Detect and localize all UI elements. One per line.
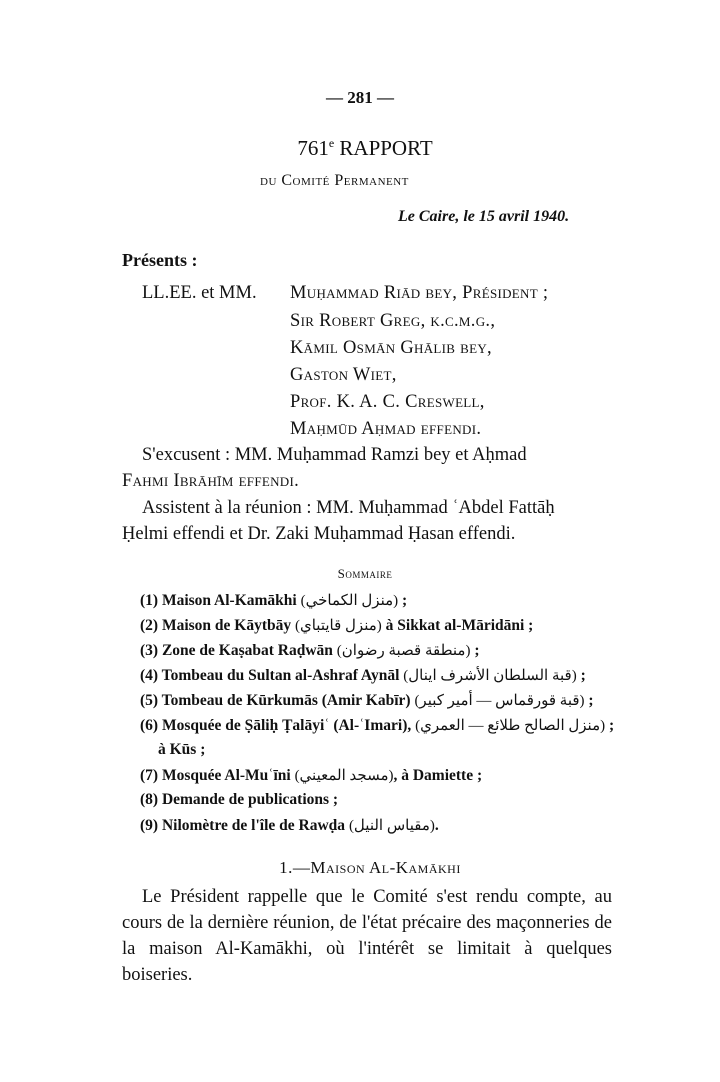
excused-line-1: S'excusent : MM. Muḥammad Ramzi bey et Aḥmad: [142, 445, 527, 465]
sommaire-item: (3) Zone de Kaṣabat Raḍwān (منطقة قصبة رضوان) ;: [140, 642, 480, 659]
sommaire-item: (5) Tombeau de Kūrkumās (Amir Kabīr) (قبة قورقماس — أمير كبير) ;: [140, 692, 594, 709]
attendee-line: Prof. K. A. C. Creswell,: [290, 392, 485, 412]
sommaire-item: (4) Tombeau du Sultan al-Ashraf Aynāl (قبة السلطان الأشرف اينال) ;: [140, 667, 586, 684]
attendee-line: Maḥmūd Aḥmad effendi.: [290, 419, 482, 439]
sommaire-heading: Sommaire: [337, 566, 393, 581]
page-number: — 281 —: [326, 88, 394, 107]
report-title-word: RAPPORT: [339, 136, 433, 160]
assistants-line-2: Ḥelmi effendi et Dr. Zaki Muḥammad Ḥasan effendi.: [122, 524, 516, 544]
report-number: 761: [297, 136, 329, 160]
section-heading: 1.—Maison Al-Kamākhi: [279, 858, 461, 877]
assistants-line-1: Assistent à la réunion : MM. Muḥammad ʿAbdel Fattāḥ: [142, 498, 555, 518]
attendee-line: Muḥammad Riād bey, Président ;: [290, 283, 549, 303]
sommaire-item: (8) Demande de publications ;: [140, 791, 339, 808]
sommaire-item: (6) Mosquée de Ṣāliḥ Ṭalāyiʿ (Al-ʿImari), (منزل الصالح طلائع — العمري) ;: [140, 717, 615, 734]
attendees-prefix: LL.EE. et MM.: [142, 283, 257, 303]
body-paragraph: Le Président rappelle que le Comité s'est rendu compte, au cours de la dernière réunion, de l'état précaire des maçonneries de la maison Al-Kamākhi, où l'intérêt se limitait à quelques boiseries.: [122, 887, 612, 985]
sommaire-item: (2) Maison de Kāytbāy (منزل قايتباي) à Sikkat al-Māridāni ;: [140, 617, 534, 634]
report-subtitle: du Comité Permanent: [260, 172, 409, 189]
report-title: [0, 136, 720, 161]
report-number-superscript: e: [328, 136, 335, 150]
excused-line-2: Fahmi Ibrāhīm effendi.: [122, 471, 300, 491]
attendee-line: Gaston Wiet,: [290, 365, 397, 385]
sommaire-item: (7) Mosquée Al-Muʿīni (مسجد المعيني), à Damiette ;: [140, 767, 483, 784]
attendee-line: Sir Robert Greg, k.c.m.g.,: [290, 311, 496, 331]
sommaire-item: (9) Nilomètre de l'île de Rawḍa (مقياس النيل).: [140, 817, 439, 834]
attendee-line: Kāmil Osmān Ghālib bey,: [290, 338, 492, 358]
sommaire-item-continuation: à Kūs ;: [158, 741, 206, 758]
sommaire-item: (1) Maison Al-Kamākhi (منزل الكماخي) ;: [140, 592, 408, 609]
presents-label: Présents :: [122, 250, 198, 270]
dateline: Le Caire, le 15 avril 1940.: [398, 208, 570, 225]
